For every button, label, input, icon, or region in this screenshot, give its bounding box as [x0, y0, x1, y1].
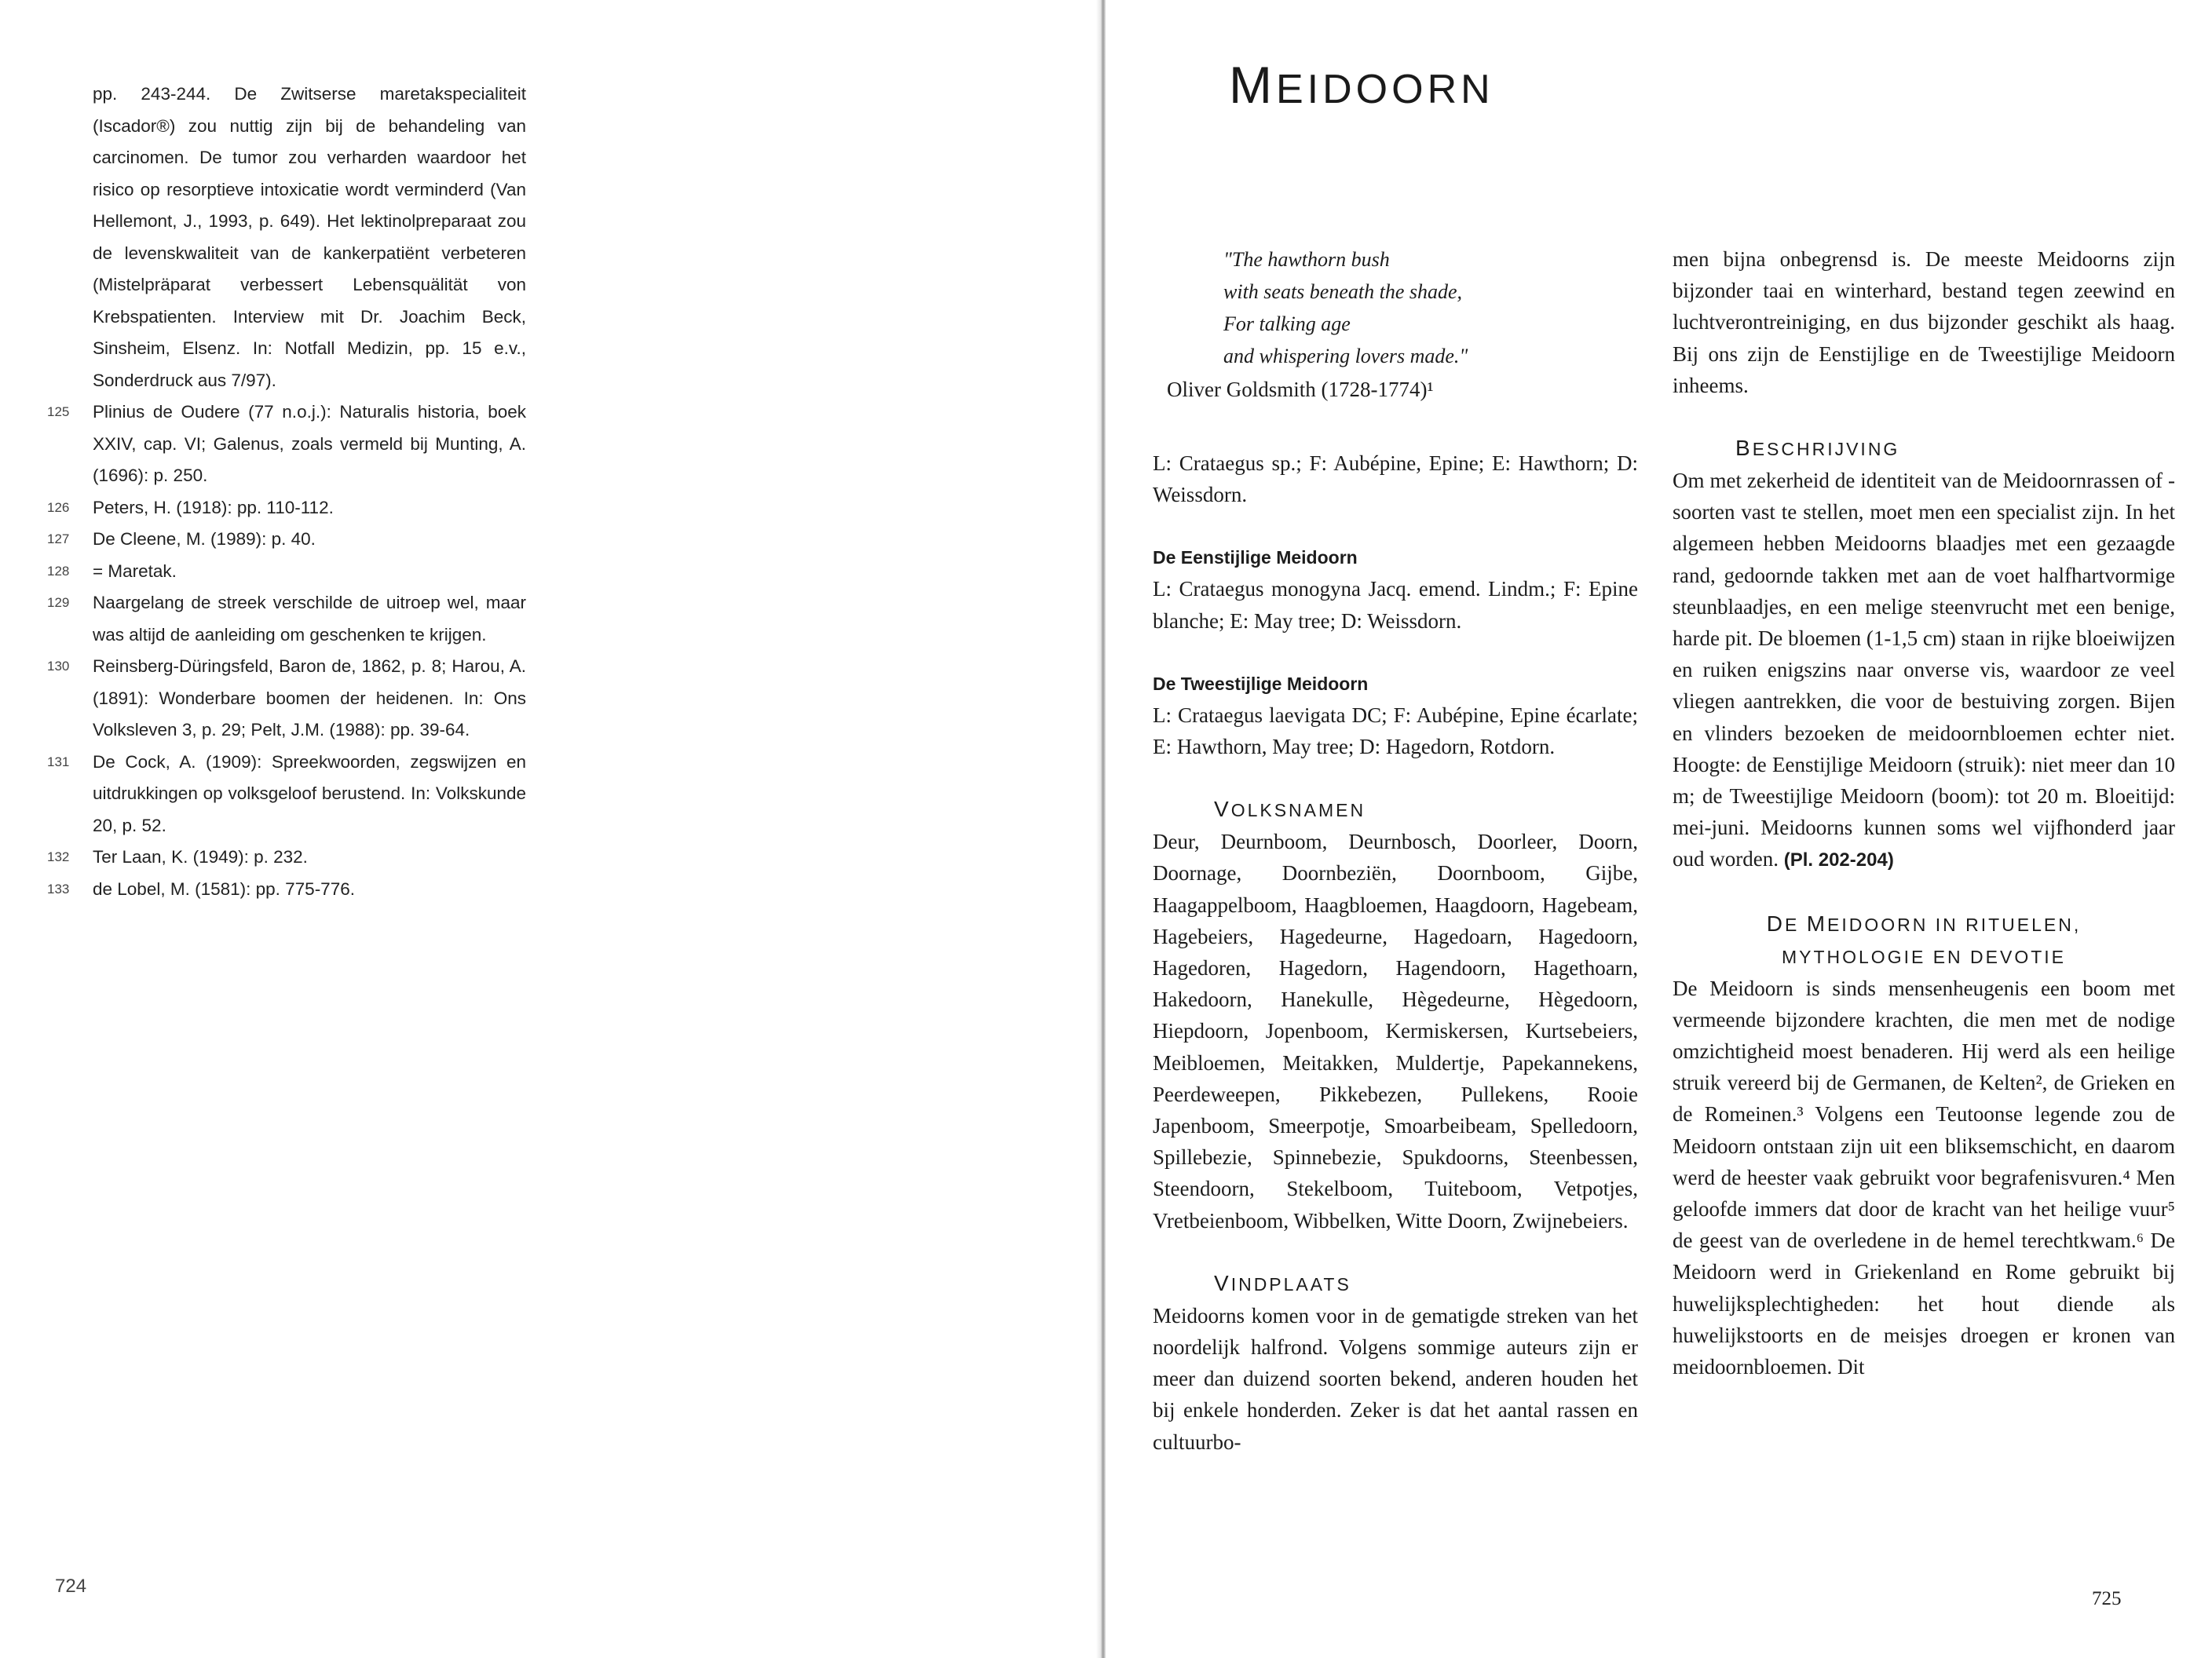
species-heading: De Eenstijlige Meidoorn — [1153, 547, 1358, 568]
footnote — [47, 842, 526, 874]
beschrijving-body: Om met zekerheid de identiteit van de Meidoornrassen of -soorten vast te stellen, moet men een specialist zijn. In het algemeen hebben Meidoorns blaadjes met een gezaagde rand, gedoornde takken met aan de voet halfhartvormige steunblaadjes, en een melige steenvrucht met een benige, harde pit. De bloemen (1-1,5 cm) staan in rijke bloeiwijzen en ruiken enigszins naar onverse vis, waardoor ze veel vliegen aantrekken, die voor de bestuiving zorgen. Bijen en vlinders bezoeken de meidoornbloemen echter niet. Hoogte: de Eenstijlige Meidoorn (struik): niet meer dan 10 m; de Tweestijlige Meidoorn (boom): tot 20 m. Bloeitijd: mei-juni. Meidoorns kunnen soms wel vijfhonderd jaar oud worden. — [1673, 469, 2175, 871]
footnote-number: 126 — [47, 499, 70, 515]
heading-rest: INDPLAATS — [1230, 1273, 1351, 1295]
footnote-number: 125 — [47, 404, 70, 419]
title-rest: EIDOORN — [1275, 67, 1494, 112]
footnote-text: De Cock, A. (1909): Spreekwoorden, zegswijzen en uitdrukkingen op volksgeloof berustend. In: Volkskunde 20, p. 52. — [93, 751, 526, 835]
heading-initial: B — [1735, 436, 1753, 461]
footnote-text: De Cleene, M. (1989): p. 40. — [93, 529, 316, 549]
epigraph-line: For talking age — [1223, 312, 1351, 335]
species-text: L: Crataegus monogyna Jacq. emend. Lindm.; F: Epine blanche; E: May tree; D: Weissdorn. — [1153, 577, 1638, 633]
text-column-right — [1673, 243, 2175, 1382]
heading-initial: D — [1766, 911, 1785, 936]
text-column-left — [1153, 243, 1638, 1458]
heading-initial: M — [1806, 911, 1828, 936]
names-intro: L: Crataegus sp.; F: Aubépine, Epine; E: Hawthorn; D: Weissdorn. — [1153, 451, 1638, 507]
footnote-number: 132 — [47, 849, 70, 864]
heading-rest: OLKSNAMEN — [1230, 800, 1366, 821]
section-heading-beschrijving — [1673, 433, 2175, 465]
species-heading: De Tweestijlige Meidoorn — [1153, 673, 1369, 694]
section-heading-rituelen — [1673, 908, 2175, 940]
footnotes — [47, 79, 526, 905]
epigraph-line: "The hawthorn bush — [1223, 248, 1390, 271]
footnote-number: 128 — [47, 563, 70, 579]
section-heading-rituelen-line2 — [1673, 940, 2175, 973]
footnote-text: Peters, H. (1918): pp. 110-112. — [93, 497, 334, 517]
footnote-number: 133 — [47, 881, 70, 897]
epigraph-line: and whispering lovers made." — [1223, 345, 1468, 367]
footnote-text: Ter Laan, K. (1949): p. 232. — [93, 847, 308, 867]
epigraph — [1153, 243, 1638, 372]
footnote — [47, 651, 526, 747]
volksnamen-text: Deur, Deurnboom, Deurnbosch, Doorleer, Doorn, Doornage, Doornbeziën, Doornboom, Gijbe, Haagappelboom, Haagbloemen, Haagdoorn, Hagebeam, Hagebeiers, Hagedeurne, Hagedoarn, Hagedoorn, Hagedoren, Hagedorn, Hagendoorn, Hagethoarn, Hakedoorn, Hanekulle, Hègedeurne, Hègedoorn, Hiepdoorn, Jopenboom, Kermiskersen, Kurtsebeiers, Meibloemen, Meitakken, Muldertje, Papekannekens, Peerdeweepen, Pikkebezen, Pullekens, Rooie Japenboom, Smeerpotje, Smoarbeibeam, Spelledoorn, Spillebezie, Spinnebezie, Spukdoorns, Steenbessen, Steendoorn, Stekelboom, Tuiteboom, Vetpotjes, Vretbeienboom, Wibbelken, Witte Doorn, Zwijnebeiers. — [1153, 830, 1638, 1233]
footnote — [47, 524, 526, 556]
footnote — [47, 492, 526, 524]
footnote — [47, 396, 526, 492]
footnote-text: de Lobel, M. (1581): pp. 775-776. — [93, 878, 355, 899]
footnote — [47, 79, 526, 396]
epigraph-author: Oliver Goldsmith (1728-1774)¹ — [1167, 378, 1434, 401]
footnote — [47, 556, 526, 588]
section-heading-volksnamen — [1153, 794, 1638, 826]
page-title — [1229, 55, 1494, 115]
footnote — [47, 747, 526, 842]
beschrijving-text — [1673, 465, 2175, 877]
footnote-text: Naargelang de streek verschilde de uitroep wel, maar was altijd de aanleiding om geschenken te krijgen. — [93, 593, 526, 645]
heading-rest: ESCHRIJVING — [1752, 439, 1900, 460]
rituelen-text: De Meidoorn is sinds mensenheugenis een boom met vermeende bijzondere krachten, die men met de nodige omzichtigheid moest benaderen. Hij werd als een heilige struik vereerd bij de Germanen, de Kelten², de Grieken en de Romeinen.³ Volgens een Teutoonse legende zou de Meidoorn ontstaan zijn uit een bliksemschicht, en daarom werd de heester vaak gebruikt voor begrafenisvuren.⁴ Men geloofde immers dat door de kracht van het heilige vuur⁵ de geest van de overledene in de hemel terechtkwam.⁶ De Meidoorn werd in Griekenland en Rome gebruikt bij huwelijksplechtigheden: het hout diende als huwelijkstoorts en de meisjes droegen er kronen van meidoornbloemen. Dit — [1673, 976, 2175, 1379]
heading-rest: E — [1784, 914, 1807, 935]
plate-reference: (Pl. 202-204) — [1783, 849, 1894, 871]
epigraph-line: with seats beneath the shade, — [1223, 280, 1463, 303]
section-heading-vindplaats — [1153, 1268, 1638, 1300]
footnote-text: pp. 243-244. De Zwitserse maretakspecialiteit (Iscador®) zou nuttig zijn bij de behandeling van carcinomen. De tumor zou verharden waardoor het risico op resorptieve intoxicatie wordt verminderd (Van Hellemont, J., 1993, p. 649). Het lektinolpreparaat zou de levenskwaliteit van de kankerpatiënt verbeteren (Mistelpräparat verbessert Lebensquälität von Krebspatienten. Interview mit Dr. Joachim Beck, Sinsheim, Elsenz. In: Notfall Medizin, pp. 15 e.v., Sonderdruck aus 7/97). — [93, 84, 526, 390]
footnote-number: 131 — [47, 754, 70, 769]
footnote-text: = Maretak. — [93, 561, 177, 581]
footnote-text: Plinius de Oudere (77 n.o.j.): Naturalis historia, boek XXIV, cap. VI; Galenus, zoals vermeld bij Munting, A. (1696): p. 250. — [93, 402, 526, 485]
left-page — [0, 0, 1099, 1658]
continuation-text: men bijna onbegrensd is. De meeste Meidoorns zijn bijzonder taai en winterhard, bestand tegen zeewind en luchtverontreiniging, en dus bijzonder geschikt als haag. Bij ons zijn de Eenstijlige en de Tweestijlige Meidoorn inheems. — [1673, 247, 2175, 397]
footnote — [47, 874, 526, 906]
footnote-text: Reinsberg-Düringsfeld, Baron de, 1862, p. 8; Harou, A. (1891): Wonderbare boomen der heidenen. In: Ons Volksleven 3, p. 29; Pelt, J.M. (1988): pp. 39-64. — [93, 656, 526, 740]
footnote-number: 130 — [47, 659, 70, 674]
page-number: 724 — [55, 1576, 87, 1597]
vindplaats-text: Meidoorns komen voor in de gematigde streken van het noordelijk halfrond. Volgens sommige auteurs zijn er meer dan duizend soorten bekend, anderen houden het bij enkele honderden. Zeker is dat het aantal rassen en cultuurbo- — [1153, 1303, 1638, 1454]
footnote-number: 127 — [47, 531, 70, 546]
heading-rest: EIDOORN IN RITUELEN, — [1827, 914, 2082, 935]
title-initial: M — [1229, 56, 1276, 114]
heading-initial: V — [1214, 797, 1231, 822]
heading-rest: MYTHOLOGIE EN DEVOTIE — [1781, 946, 2067, 967]
heading-initial: V — [1214, 1270, 1231, 1295]
page-number: 725 — [2092, 1588, 2122, 1609]
species-text: L: Crataegus laevigata DC; F: Aubépine, Epine écarlate; E: Hawthorn, May tree; D: Hagedorn, Rotdorn. — [1153, 703, 1638, 759]
footnote-number: 129 — [47, 595, 70, 610]
footnote — [47, 587, 526, 651]
